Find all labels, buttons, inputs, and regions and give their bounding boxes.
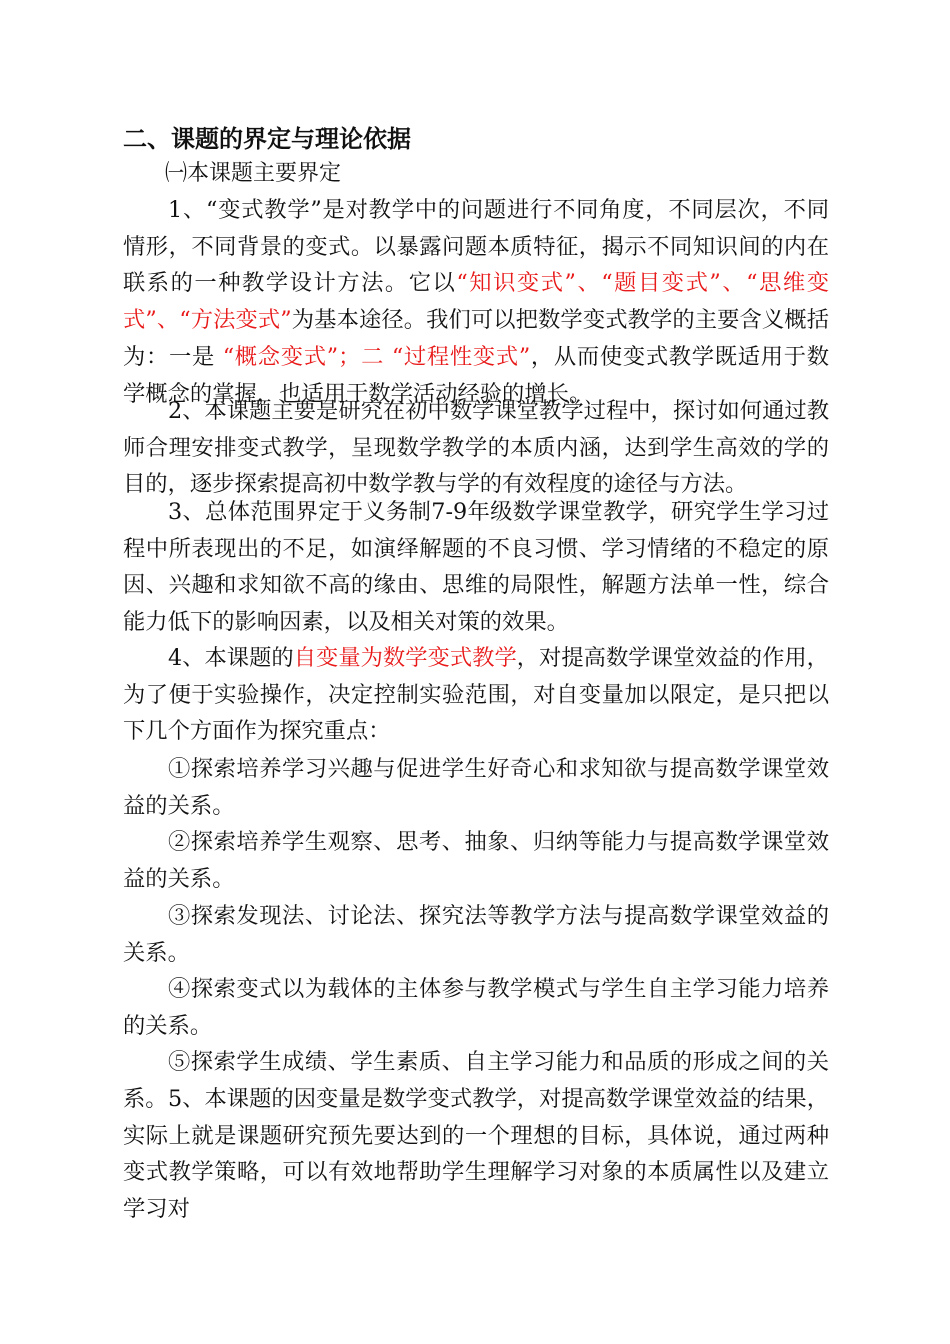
paragraph-1-highlight-1: “知识变式”、“题目变式”、“思维变式”、“方法变式”	[123, 270, 829, 334]
paragraph-4-highlight: 自变量为数学变式教学	[293, 645, 517, 671]
paragraph-1-highlight-2: “概念变式”；二 “过程性变式”	[222, 343, 531, 370]
paragraph-2: 2、本课题主要是研究在初中数学课堂教学过程中，探讨如何通过教师合理安排变式教学，呈现数学教学的本质内涵，达到学生高效的学的目的，逐步探索提高初中数学教与学的有效程度的途径与方法。	[123, 398, 829, 498]
paragraph-4-text-a: 4、本课题的	[168, 645, 294, 671]
paragraph-1-text-b: 为基本途径。我们可以把数学变式教学的主要含义概括为：一是	[123, 307, 829, 370]
paragraph-4	[123, 640, 829, 750]
paragraph-3: 3、总体范围界定于义务制7-9年级数学课堂教学，研究学生学习过程中所表现出的不足，如演绎解题的不良习惯、学习情绪的不稳定的原因、兴趣和求知欲不高的缘由、思维的局限性，解题方法单一性，综合能力低下的影响因素，以及相关对策的效果。	[123, 499, 829, 636]
paragraph-1-text-c: ，从而使变式教学既适用于数学概念的掌握，也适用于数学活动经验的增长。	[123, 343, 829, 407]
section-heading: 二、课题的界定与理论依据	[123, 125, 411, 153]
list-item-2: ②探索培养学生观察、思考、抽象、归纳等能力与提高数学课堂效益的关系。	[123, 829, 829, 892]
paragraph-1	[123, 192, 829, 412]
paragraph-5: 5、本课题的因变量是数学变式教学，对提高数学课堂效益的结果，实际上就是课题研究预先要达到的一个理想的目标，具体说，通过两种变式教学策略，可以有效地帮助学生理解学习对象的本质属性以及建立学习对	[123, 1086, 829, 1223]
paragraph-4-text-b: ，对提高数学课堂效益的作用，为了便于实验操作，决定控制实验范围，对自变量加以限定，是只把以下几个方面作为探究重点：	[123, 645, 829, 745]
subsection-heading: ㈠本课题主要界定	[165, 161, 342, 186]
list-item-5: ⑤探索学生成绩、学生素质、自主学习能力和品质的形成之间的关系。	[123, 1049, 829, 1112]
list-item-1: ①探索培养学习兴趣与促进学生好奇心和求知欲与提高数学课堂效益的关系。	[123, 756, 829, 819]
list-item-3: ③探索发现法、讨论法、探究法等教学方法与提高数学课堂效益的关系。	[123, 903, 829, 966]
paragraph-1-text-a: 1、“变式教学”是对教学中的问题进行不同角度，不同层次，不同情形，不同背景的变式。以暴露问题本质特征，揭示不同知识间的内在联系的一种教学设计方法。它以	[123, 197, 829, 297]
list-item-4: ④探索变式以为载体的主体参与教学模式与学生自主学习能力培养的关系。	[123, 976, 829, 1039]
